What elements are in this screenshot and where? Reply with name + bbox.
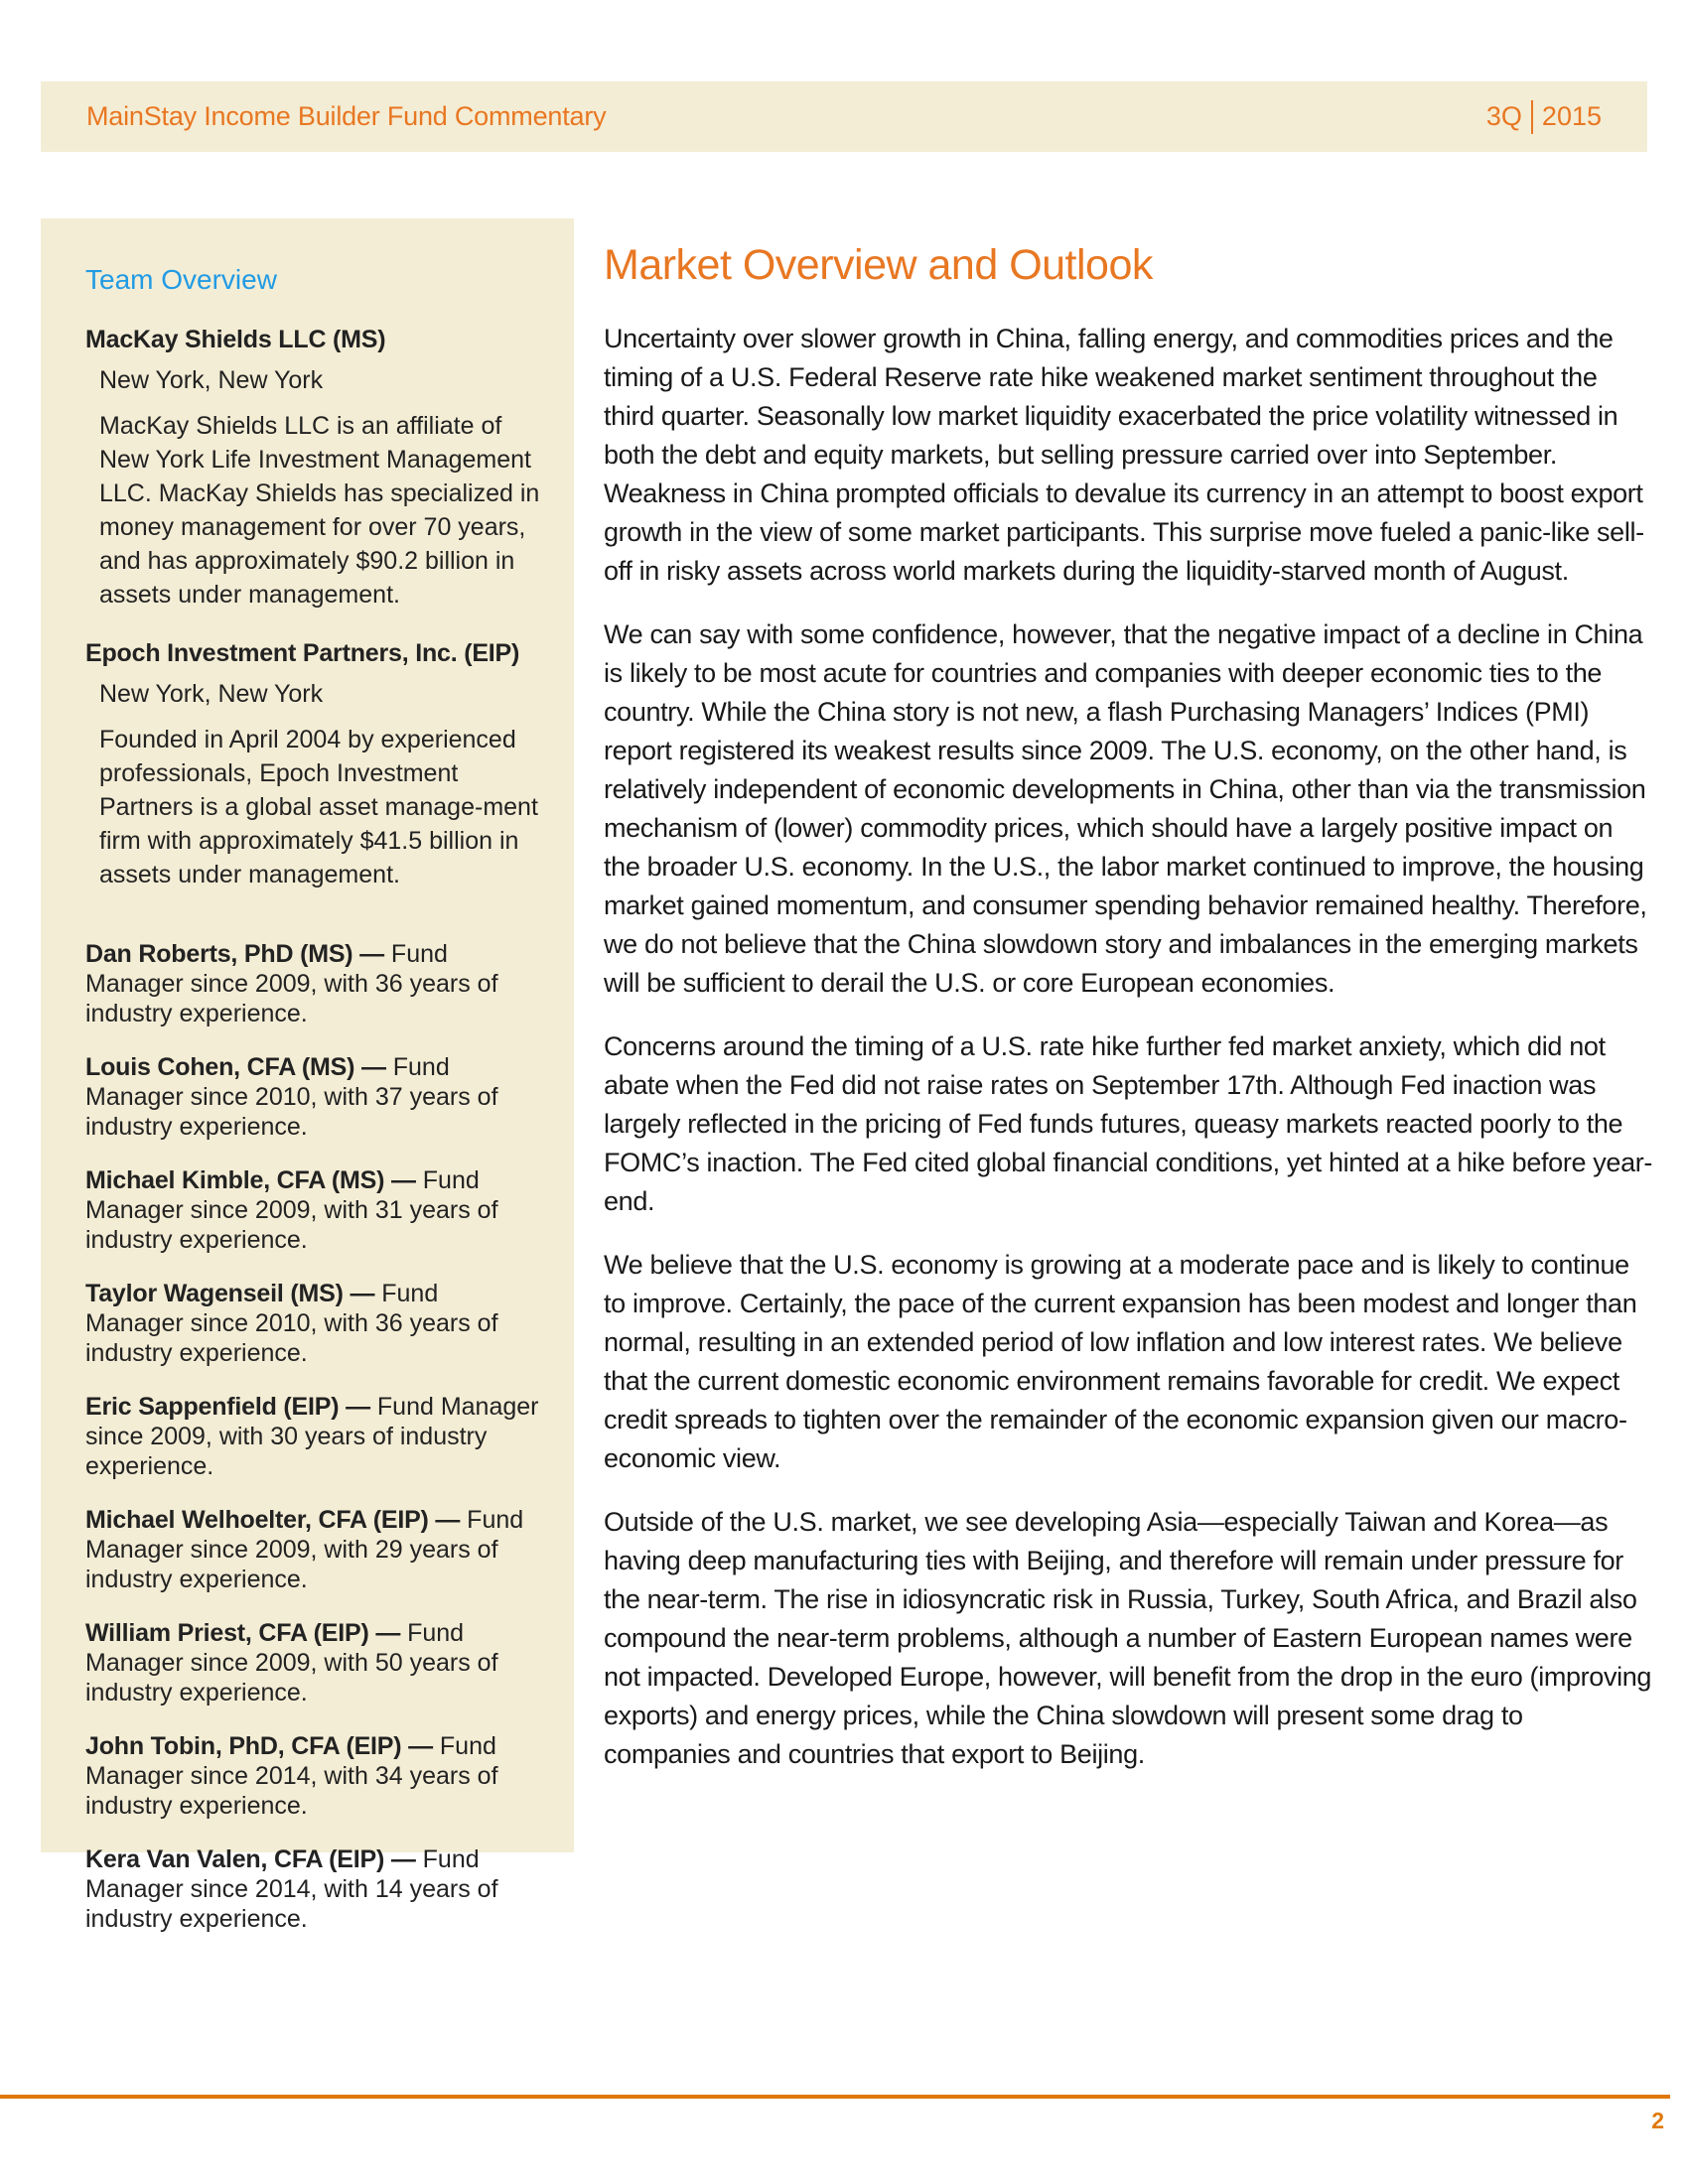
- manager-name: Taylor Wagenseil (MS) —: [85, 1280, 375, 1307]
- manager-details: Fund Manager since 2010, with 37 years of industry experience.: [85, 1053, 498, 1141]
- manager-name: William Priest, CFA (EIP) —: [85, 1619, 401, 1647]
- manager-entry: [85, 1165, 540, 1255]
- body-paragraph: Concerns around the timing of a U.S. rate hike further fed market anxiety, which did not abate when the Fed did not raise rates on September 17th. Although Fed inaction was largely reflected in the pricing of Fed funds futures, queasy markets reacted poorly to the FOMC’s inaction. The Fed cited global financial conditions, yet hinted at a hike before year-end.: [604, 1031, 1653, 1216]
- team-overview-sidebar: [41, 218, 574, 1933]
- period-divider: [1531, 100, 1533, 134]
- manager-name: Michael Welhoelter, CFA (EIP) —: [85, 1506, 461, 1534]
- manager-name: Eric Sappenfield (EIP) —: [85, 1393, 370, 1421]
- manager-details: Fund Manager since 2009, with 36 years of industry experience.: [85, 940, 498, 1027]
- firm-description: Founded in April 2004 by experienced professionals, Epoch Investment Partners is a global asset manage-ment firm with approximately $41.5 billion in assets under management.: [99, 726, 538, 888]
- manager-entry: [85, 1392, 540, 1481]
- manager-name: Kera Van Valen, CFA (EIP) —: [85, 1845, 416, 1873]
- manager-name: Michael Kimble, CFA (MS) —: [85, 1166, 416, 1194]
- period-year: 2015: [1541, 101, 1602, 131]
- manager-entry: [85, 1731, 540, 1821]
- sidebar-heading: Team Overview: [85, 264, 277, 295]
- manager-name: Dan Roberts, PhD (MS) —: [85, 940, 384, 968]
- main-content: [604, 241, 1654, 1799]
- firm-location: New York, New York: [99, 366, 324, 394]
- body-paragraph: Outside of the U.S. market, we see developing Asia—especially Taiwan and Korea—as having deep manufacturing ties with Beijing, and therefore will remain under pressure for the near-term. The rise in idiosyncratic risk in Russia, Turkey, South Africa, and Brazil also compound the near-term problems, although a number of Eastern European names were not impacted. Developed Europe, however, will benefit from the drop in the euro (improving exports) and energy prices, while the China slowdown will present some drag to companies and countries that export to Beijing.: [604, 1507, 1652, 1769]
- manager-entry: [85, 939, 540, 1028]
- manager-details: Fund Manager since 2009, with 50 years of industry experience.: [85, 1619, 498, 1706]
- manager-entry: [85, 1052, 540, 1142]
- manager-details: Fund Manager since 2009, with 31 years of industry experience.: [85, 1166, 498, 1254]
- page-number: 2: [1651, 2108, 1664, 2133]
- firm-block: [85, 324, 540, 612]
- period-label: [1486, 100, 1602, 134]
- firm-name: Epoch Investment Partners, Inc. (EIP): [85, 639, 520, 667]
- manager-entry: [85, 1618, 540, 1707]
- firm-name: MacKay Shields LLC (MS): [85, 326, 386, 353]
- manager-details: Fund Manager since 2009, with 30 years of industry experience.: [85, 1393, 539, 1480]
- manager-details: Fund Manager since 2014, with 34 years of industry experience.: [85, 1732, 498, 1820]
- manager-name: Louis Cohen, CFA (MS) —: [85, 1053, 386, 1081]
- manager-details: Fund Manager since 2009, with 29 years of industry experience.: [85, 1506, 524, 1593]
- manager-entry: [85, 1844, 540, 1934]
- manager-name: John Tobin, PhD, CFA (EIP) —: [85, 1732, 433, 1760]
- manager-entry: [85, 1279, 540, 1368]
- footer-divider: [0, 2095, 1670, 2099]
- header-band: [41, 81, 1647, 152]
- period-quarter: 3Q: [1485, 101, 1522, 131]
- manager-details: Fund Manager since 2010, with 36 years of industry experience.: [85, 1280, 498, 1367]
- manager-list: [85, 939, 540, 1934]
- body-paragraph: We believe that the U.S. economy is growing at a moderate pace and is likely to continue to improve. Certainly, the pace of the current expansion has been modest and longer than normal, resulting in an extended period of low inflation and low interest rates. We believe that the current domestic economic environment remains favorable for credit. We expect credit spreads to tighten over the remainder of the economic expansion given our macro-economic view.: [604, 1250, 1637, 1473]
- firm-description: MacKay Shields LLC is an affiliate of New York Life Investment Management LLC. MacKay Shields has specialized in money management for over 70 years, and has approximately $90.2 billion in assets under management.: [99, 412, 540, 609]
- manager-details: Fund Manager since 2014, with 14 years of industry experience.: [85, 1845, 498, 1933]
- manager-entry: [85, 1505, 540, 1594]
- body-paragraph: Uncertainty over slower growth in China, falling energy, and commodities prices and the timing of a U.S. Federal Reserve rate hike weakened market sentiment throughout the third quarter. Seasonally low market liquidity exacerbated the price volatility witnessed in both the debt and equity markets, but selling pressure carried over into September. Weakness in China prompted officials to devalue its currency in an attempt to boost export growth in the view of some market participants. This surprise move fueled a panic-like sell-off in risky assets across world markets during the liquidity-starved month of August.: [604, 324, 1644, 586]
- firm-location: New York, New York: [99, 680, 324, 708]
- section-heading: Market Overview and Outlook: [604, 241, 1153, 289]
- firm-block: [85, 637, 540, 891]
- body-paragraph: We can say with some confidence, however, that the negative impact of a decline in China is likely to be most acute for countries and companies with deeper economic ties to the country. While the China story is not new, a flash Purchasing Managers’ Indices (PMI) report registered its weakest results since 2009. The U.S. economy, on the other hand, is relatively independent of economic developments in China, other than via the transmission mechanism of (lower) commodity prices, which should have a largely positive impact on the broader U.S. economy. In the U.S., the labor market continued to improve, the housing market gained momentum, and consumer spending behavior remained healthy. Therefore, we do not believe that the China slowdown story and imbalances in the emerging markets will be sufficient to derail the U.S. or core European economies.: [604, 619, 1647, 998]
- document-title: MainStay Income Builder Fund Commentary: [86, 101, 607, 131]
